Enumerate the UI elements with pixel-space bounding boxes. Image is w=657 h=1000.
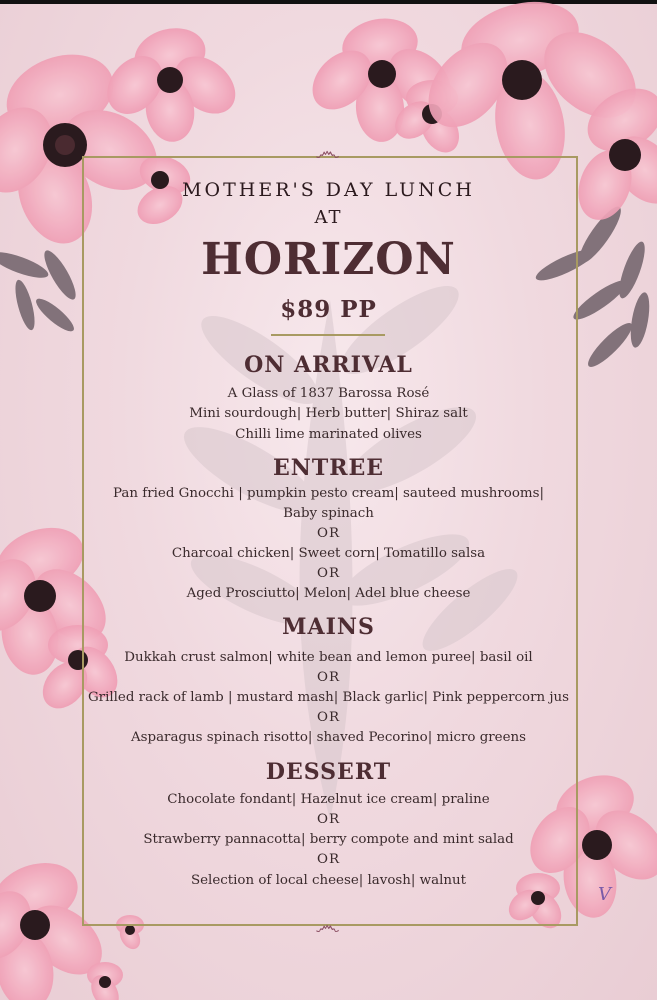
or-separator: OR — [316, 566, 341, 581]
or-separator: OR — [316, 526, 341, 541]
section-heading-entree: ENTREE — [272, 455, 385, 481]
section-heading-mains: MAINS — [282, 614, 375, 640]
menu-line: Pan fried Gnocchi | pumpkin pesto cream| sauteed mushrooms| — [112, 486, 545, 501]
bottom-ornament — [0, 913, 657, 939]
menu-line: Dukkah crust salmon| white bean and lemon puree| basil oil — [124, 650, 533, 665]
section-heading-dessert: DESSERT — [265, 759, 392, 785]
menu-line: Selection of local cheese| lavosh| walnut — [190, 873, 467, 888]
menu-line: Asparagus spinach risotto| shaved Pecorino| micro greens — [130, 730, 527, 745]
signature-mark: V — [598, 884, 611, 905]
menu-line: Chocolate fondant| Hazelnut ice cream| praline — [167, 792, 490, 807]
menu-line: Strawberry pannacotta| berry compote and mint salad — [143, 832, 514, 847]
menu-line: Chilli lime marinated olives — [235, 427, 422, 442]
or-separator: OR — [316, 670, 341, 685]
menu-line: Charcoal chicken| Sweet corn| Tomatillo salsa — [171, 546, 486, 561]
ornament-scroll-icon: ෴ — [315, 911, 342, 941]
menu-line: Baby spinach — [283, 506, 374, 521]
price: $89 PP — [280, 296, 377, 323]
section-heading-on-arrival: ON ARRIVAL — [244, 352, 413, 378]
menu-line: A Glass of 1837 Barossa Rosé — [227, 386, 430, 401]
title-divider — [271, 334, 385, 336]
menu-line: Mini sourdough| Herb butter| Shiraz salt — [189, 406, 468, 421]
or-separator: OR — [316, 812, 341, 827]
title-line-1: MOTHER'S DAY LUNCH — [182, 179, 475, 201]
venue-name: HORIZON — [201, 234, 456, 285]
menu-line: Grilled rack of lamb | mustard mash| Black garlic| Pink peppercorn jus — [87, 690, 570, 705]
or-separator: OR — [316, 852, 341, 867]
menu-line: Aged Prosciutto| Melon| Adel blue cheese — [186, 586, 471, 601]
top-ornament — [0, 139, 657, 165]
or-separator: OR — [316, 710, 341, 725]
title-line-2: AT — [314, 207, 343, 228]
ornament-scroll-icon: ෴ — [315, 137, 342, 167]
